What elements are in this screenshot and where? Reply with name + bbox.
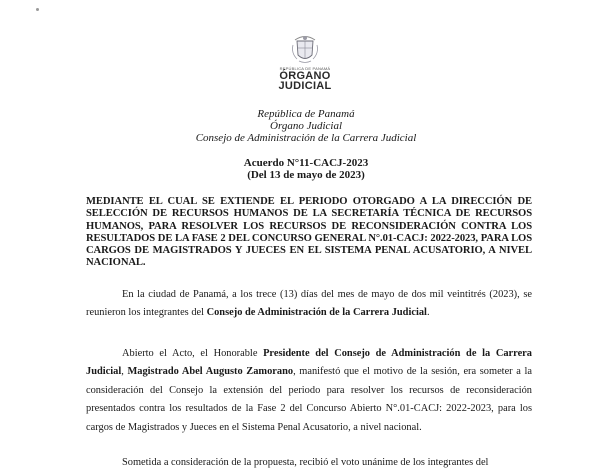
paragraph-2-text-3: , manifestó que el motivo de la sesión, era someter a la consideración del Consejo la extensión del periodo para resolver los recursos de reconsideración presentados contra los resultados de la Fase 2 del Concurso Abierto N°.01-CACJ: 2022-2023, para los cargos de Magistrados y Jueces en el Sistema Penal Acusatorio, a nivel nacional. xyxy=(86,366,533,433)
paragraph-2-text-2: , xyxy=(121,366,128,378)
paragraph-1-bold: Consejo de Administración de la Carrera Judicial xyxy=(206,307,427,319)
header-council: Consejo de Administración de la Carrera Judicial xyxy=(195,132,417,144)
logo-subtitle: REPÚBLICA DE PANAMÁ xyxy=(279,66,331,71)
paragraph-3-text: Sometida a consideración de la propuesta, recibió el voto unánime de los integrantes del xyxy=(122,457,489,468)
agreement-heading xyxy=(150,157,462,181)
document-title: MEDIANTE EL CUAL SE EXTIENDE EL PERIODO OTORGADO A LA DIRECCIÓN DE SELECCIÓN DE RECURSOS HUMANOS DE LA SECRETARÍA TÉCNICA DE RECURSOS HUMANOS, PARA RESOLVER LOS RECURSOS DE RECONSIDERACIÓN CONTRA LOS RESULTADOS DE LA FASE 2 DEL CONCURSO GENERAL N°.01-CACJ: 2022-2023, PARA LOS CARGOS DE MAGISTRADOS Y JUECES EN EL SISTEMA PENAL ACUSATORIO, A NIVEL NACIONAL. xyxy=(86,196,532,269)
paragraph-1 xyxy=(86,286,532,323)
document-header xyxy=(150,108,462,144)
paragraph-3 xyxy=(86,454,532,472)
organo-judicial-logo xyxy=(272,31,338,91)
paragraph-1-end: . xyxy=(426,307,430,319)
header-organ: Órgano Judicial xyxy=(270,120,342,132)
paragraph-2-bold-1: Presidente del Consejo de Administración de la Carrera Judicial xyxy=(86,348,532,378)
logo-line-organo: ÓRGANO xyxy=(279,70,331,82)
agreement-date: (Del 13 de mayo de 2023) xyxy=(247,169,365,181)
logo-line-judicial: JUDICIAL xyxy=(278,80,332,92)
header-republic: República de Panamá xyxy=(257,108,355,120)
agreement-number: Acuerdo N°11-CACJ-2023 xyxy=(243,157,369,169)
paragraph-2 xyxy=(86,345,532,437)
paragraph-2-text-1: Abierto el Acto, el Honorable xyxy=(122,348,264,359)
paragraph-1-text: En la ciudad de Panamá, a los trece (13) días del mes de mayo de dos mil veintitrés (2023), se reunieron los integrantes del xyxy=(86,289,532,319)
paragraph-2-bold-2: Magistrado Abel Augusto Zamorano xyxy=(127,366,294,378)
scan-speck xyxy=(36,8,39,11)
coat-of-arms-icon xyxy=(290,31,320,65)
